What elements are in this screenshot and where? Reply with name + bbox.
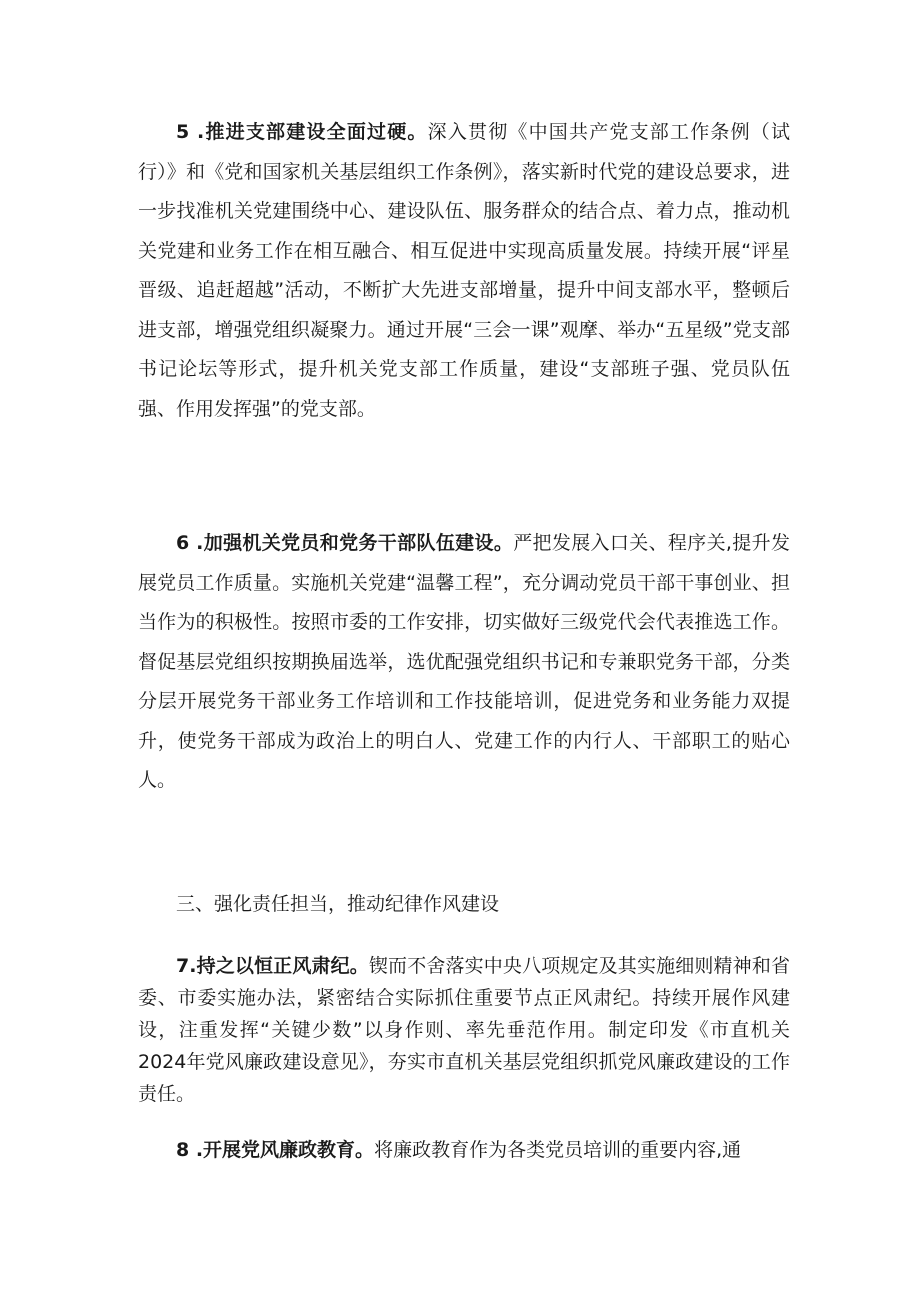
paragraph-8-body: 将廉政教育作为各类党员培训的重要内容,通 — [374, 1139, 742, 1161]
paragraph-7-heading: 7.持之以恒正风肃纪。 — [176, 955, 369, 977]
paragraph-7 — [138, 950, 790, 1110]
paragraph-6-heading: 6 .加强机关党员和党务干部队伍建设。 — [176, 532, 514, 554]
paragraph-8-heading: 8 .开展党风廉政教育。 — [176, 1139, 375, 1161]
paragraph-5-heading: 5 .推进支部建设全面过硬。 — [176, 121, 428, 143]
paragraph-5-body: 深入贯彻《中国共产党支部工作条例（试行）》和《党和国家机关基层组织工作条例》，落实新时代党的建设总要求，进一步找准机关党建围绕中心、建设队伍、服务群众的结合点、着力点，推动机关党建和业务工作在相互融合、相互促进中实现高质量发展。持续开展“评星晋级、追赶超越”活动，不断扩大先进支部增量，提升中间支部水平，整顿后进支部，增强党组织凝聚力。通过开展“三会一课”观摩、举办“五星级”党支部书记论坛等形式，提升机关党支部工作质量，建设“支部班子强、党员队伍强、作用发挥强”的党支部。 — [138, 121, 790, 420]
section-3-heading: 三、强化责任担当，推动纪律作风建设 — [176, 893, 500, 915]
paragraph-5 — [138, 113, 790, 429]
paragraph-6 — [138, 524, 790, 801]
paragraph-6-body: 严把发展入口关、程序关,提升发展党员工作质量。实施机关党建“温馨工程”，充分调动党员干部干事创业、担当作为的积极性。按照市委的工作安排，切实做好三级党代会代表推选工作。督促基层党组织按期换届选举，选优配强党组织书记和专兼职党务干部，分类分层开展党务干部业务工作培训和工作技能培训，促进党务和业务能力双提升，使党务干部成为政治上的明白人、党建工作的内行人、干部职工的贴心人。 — [138, 532, 790, 791]
paragraph-7-body: 锲而不舍落实中央八项规定及其实施细则精神和省委、市委实施办法，紧密结合实际抓住重要节点正风肃纪。持续开展作风建设，注重发挥“关键少数”以身作则、率先垂范作用。制定印发《市直机关2024年党风廉政建设意见》，夯实市直机关基层党组织抓党风廉政建设的工作责任。 — [138, 955, 790, 1105]
paragraph-8 — [138, 1131, 790, 1170]
